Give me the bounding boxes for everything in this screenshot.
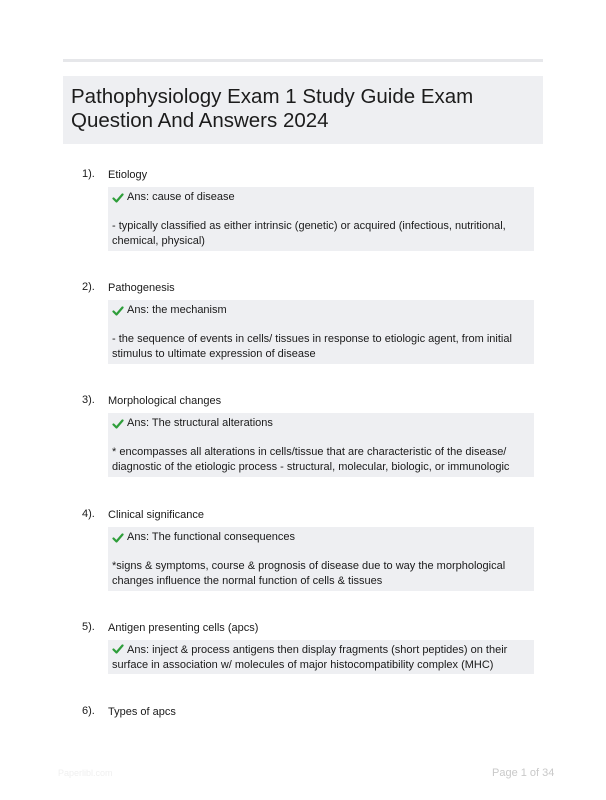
answer-panel: [108, 300, 534, 364]
title-panel: [63, 76, 543, 144]
answer-detail: * encompasses all alterations in cells/tissue that are characteristic of the disease/ diagnostic of the etiologic process - structural, molecular, biologic, or immunologic: [112, 446, 510, 473]
question-text: Antigen presenting cells (apcs): [108, 622, 259, 634]
question-text: Pathogenesis: [108, 282, 175, 294]
question-number: 1).: [82, 168, 95, 180]
answer-text: Ans: The functional consequences: [127, 531, 295, 543]
answer-panel: [108, 413, 534, 477]
top-divider: [63, 59, 543, 62]
answer-detail: - typically classified as either intrinsic (genetic) or acquired (infectious, nutritional, chemical, physical): [112, 220, 506, 247]
check-icon: [112, 305, 124, 317]
answer-panel: [108, 640, 534, 674]
answer-text: Ans: inject & process antigens then display fragments (short peptides) on their surface in association w/ molecules of major histocompatibility complex (MHC): [112, 644, 508, 671]
page-number: Page 1 of 34: [492, 767, 555, 779]
question-number: 2).: [82, 281, 95, 293]
answer-text: Ans: cause of disease: [127, 191, 235, 203]
answer-detail: *signs & symptoms, course & prognosis of disease due to way the morphological changes influence the normal function of cells & tissues: [112, 560, 506, 587]
answer-text: Ans: the mechanism: [127, 304, 227, 316]
question-number: 6).: [82, 705, 95, 717]
question-text: Morphological changes: [108, 395, 222, 407]
answer-panel: [108, 527, 534, 591]
question-number: 4).: [82, 508, 95, 520]
answer-detail: - the sequence of events in cells/ tissues in response to etiologic agent, from initial stimulus to ultimate expression of disease: [112, 333, 512, 360]
check-icon: [112, 532, 124, 544]
question-number: 3).: [82, 394, 95, 406]
check-icon: [112, 418, 124, 430]
check-icon: [112, 192, 124, 204]
question-text: Etiology: [108, 169, 148, 181]
footer-watermark: Paperlibl.com: [58, 768, 113, 778]
answer-panel: [108, 187, 534, 251]
question-text: Types of apcs: [108, 706, 176, 718]
check-icon: [112, 643, 124, 655]
question-number: 5).: [82, 621, 95, 633]
answer-text: Ans: The structural alterations: [127, 417, 273, 429]
document-title: Pathophysiology Exam 1 Study Guide Exam Question And Answers 2024: [71, 85, 474, 132]
question-text: Clinical significance: [108, 509, 204, 521]
